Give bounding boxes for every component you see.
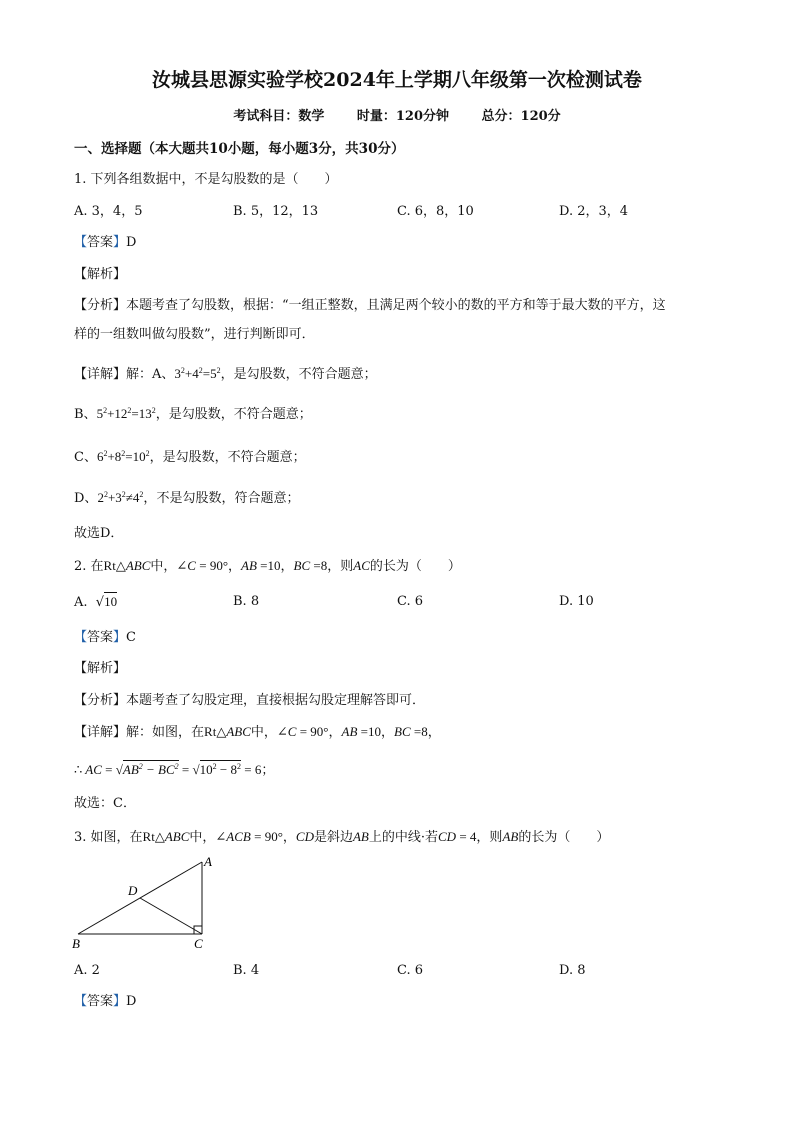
q1-stem: 1. 下列各组数据中，不是勾股数的是（ ） [74, 172, 338, 187]
label-a: A [204, 854, 212, 869]
exam-subject: 考试科目：数学 [233, 109, 325, 124]
q1-conclusion: 故选D． [74, 526, 124, 541]
q2-analysis-label: 【解析】 [74, 661, 127, 676]
q3-option-c: C. 6 [397, 963, 424, 978]
q2-fenxi: 【分析】本题考查了勾股定理，直接根据勾股定理解答即可． [74, 693, 426, 708]
q3-stem: 3. 如图，在Rt△ABC中，∠ACB = 90°，CD是斜边AB上的中线·若CD = 4，则AB的长为（ ） [74, 829, 610, 845]
exam-info [0, 110, 794, 123]
q3-option-d: D. 8 [559, 963, 586, 978]
label-d: D [128, 883, 138, 898]
q3-option-a: A. 2 [74, 963, 100, 978]
q2-option-b: B. 8 [233, 594, 260, 609]
exam-score: 总分：120分 [481, 109, 561, 124]
q1-analysis-label: 【解析】 [74, 267, 127, 282]
q2-formula: ∴ AC = $√AB^2 - BC^2 = √10^2 - 8^2 = 6$； [74, 762, 275, 778]
q3-option-b: B. 4 [233, 963, 260, 978]
q1-option-b: B. 5，12，13 [233, 204, 319, 219]
q2-option-c: C. 6 [397, 594, 424, 609]
q1-option-c: C. 6，8，10 [397, 204, 474, 219]
q1-detail-d: D、$2^2+3^2\ne 4^2$，不是勾股数，符合题意； [74, 490, 300, 506]
label-b: B [72, 936, 80, 951]
q1-detail-c: C、$6^2+8^2=10^2$，是勾股数，不符合题意； [74, 449, 306, 465]
q3-answer-value: D [126, 994, 137, 1009]
q1-fenxi-line2: 样的一组数叫做勾股数”，进行判断即可． [74, 327, 315, 342]
q1-answer: 【答案】D [74, 235, 137, 250]
q2-answer: 【答案】C [74, 630, 136, 645]
q1-option-a: A. 3，4，5 [74, 204, 143, 219]
exam-time: 时量：120分钟 [356, 109, 449, 124]
q2-conclusion: 故选：C． [74, 796, 136, 811]
q1-detail-b: B、$5^2+12^2=13^2$，是勾股数，不符合题意； [74, 406, 312, 422]
q1-fenxi: 【分析】本题考查了勾股数，根据：“一组正整数，且满足两个较小的数的平方和等于最大数的平方，这 [74, 298, 666, 313]
q1-detail-a: 【详解】解：A、$3^2+4^2=5^2$，是勾股数，不符合题意； [74, 366, 377, 382]
q2-option-a: A. √10 [74, 594, 118, 610]
segment-cd [140, 898, 202, 934]
label-c: C [194, 936, 203, 951]
q2-answer-value: C [126, 630, 136, 645]
q2-option-d: D. 10 [559, 594, 594, 609]
q1-answer-value: D [126, 235, 137, 250]
q2-stem: 2. 在Rt△ABC中，∠C = 90°，AB =10，BC =8，则AC的长为（ ） [74, 558, 461, 574]
section-heading: 一、选择题（本大题共10小题，每小题3分，共30分） [74, 141, 405, 157]
q2-detail: 【详解】解：如图，在Rt△ABC中，∠C = 90°，AB =10，BC =8， [74, 724, 441, 740]
q3-answer: 【答案】D [74, 994, 137, 1009]
exam-title: 汝城县思源实验学校2024年上学期八年级第一次检测试卷 [152, 69, 642, 91]
q1-option-d: D. 2，3，4 [559, 204, 629, 219]
q3-triangle-figure [70, 852, 220, 952]
